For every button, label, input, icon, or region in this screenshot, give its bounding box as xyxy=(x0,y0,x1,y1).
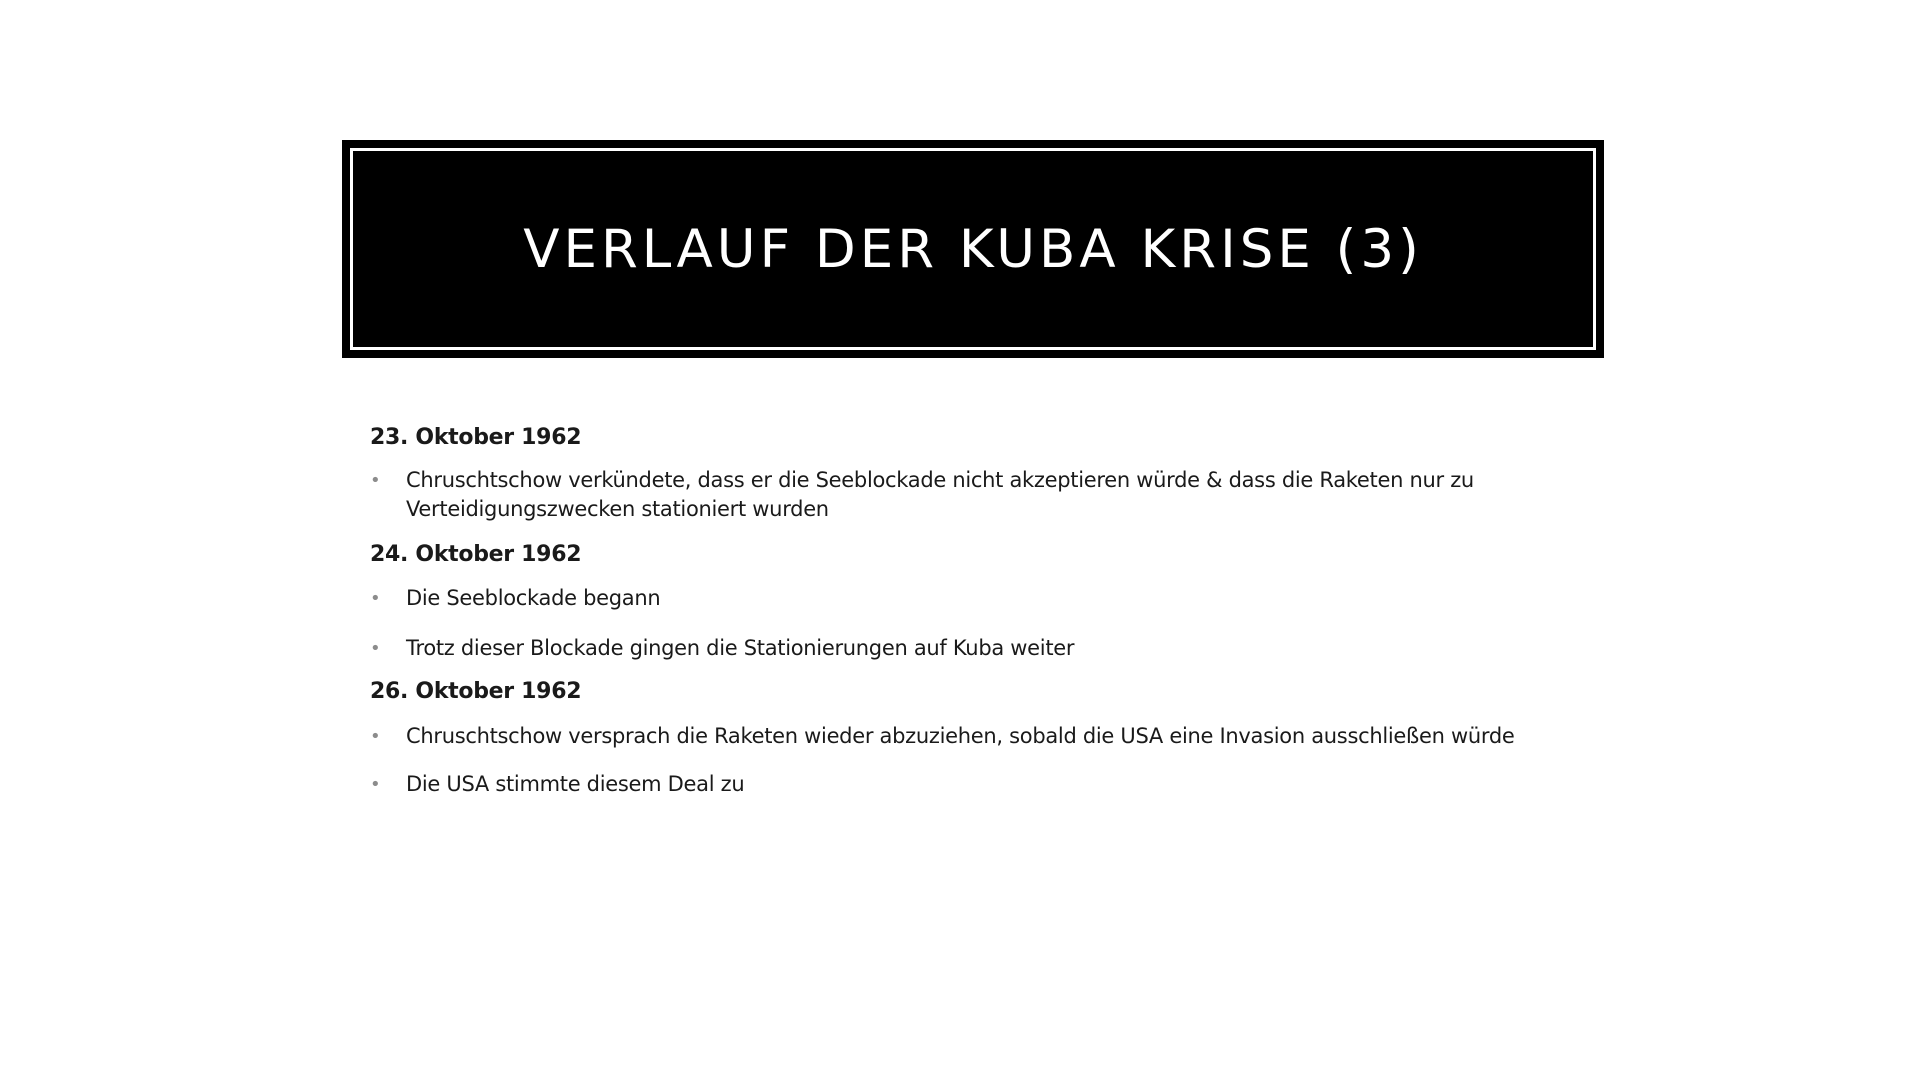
bullet-text: Die USA stimmte diesem Deal zu xyxy=(406,772,745,796)
date-heading: 26. Oktober 1962 xyxy=(370,679,582,704)
title-frame xyxy=(350,148,1596,350)
title-banner xyxy=(342,140,1604,358)
bullet-text: Die Seeblockade begann xyxy=(406,586,661,610)
section-23-oktober xyxy=(370,425,1570,524)
date-heading: 24. Oktober 1962 xyxy=(370,542,582,567)
bullet-text: Chruschtschow verkündete, dass er die Seeblockade nicht akzeptieren würde & dass die Raketen nur zu Verteidigungszwecken stationiert wurden xyxy=(406,468,1474,521)
bullet-icon: • xyxy=(370,588,381,609)
bullet-text: Chruschtschow versprach die Raketen wieder abzuziehen, sobald die USA eine Invasion ausschließen würde xyxy=(406,724,1515,748)
bullet-icon: • xyxy=(370,638,381,659)
list-item xyxy=(370,634,1570,663)
bullet-list xyxy=(370,722,1570,799)
section-24-oktober xyxy=(370,542,1570,663)
list-item xyxy=(370,722,1570,751)
list-item xyxy=(370,770,1570,799)
slide-content xyxy=(370,425,1570,799)
bullet-list xyxy=(370,466,1570,524)
bullet-icon: • xyxy=(370,774,381,795)
bullet-text: Trotz dieser Blockade gingen die Stationierungen auf Kuba weiter xyxy=(406,636,1075,660)
list-item xyxy=(370,466,1570,524)
slide-title: VERLAUF DER KUBA KRISE (3) xyxy=(523,218,1423,280)
bullet-icon: • xyxy=(370,726,381,747)
bullet-list xyxy=(370,584,1570,663)
bullet-icon: • xyxy=(370,470,381,491)
section-26-oktober xyxy=(370,679,1570,799)
date-heading: 23. Oktober 1962 xyxy=(370,425,582,450)
list-item xyxy=(370,584,1570,613)
